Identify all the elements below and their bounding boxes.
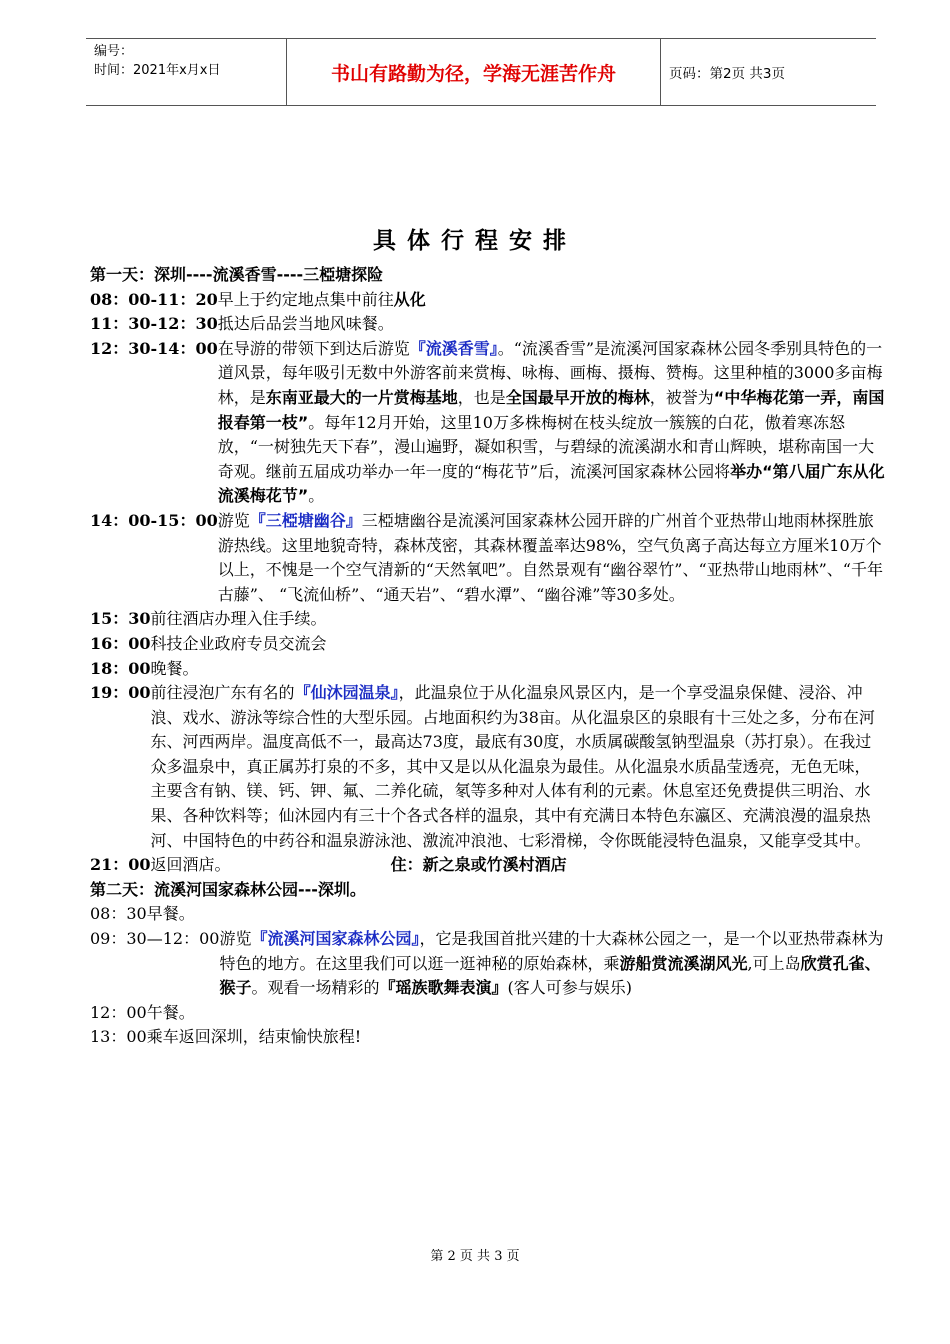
item-bold-part: 东南亚最大的一片赏梅基地 [265, 387, 458, 407]
item-time: 14：00-15：00 [90, 510, 218, 530]
item-time: 09：30—12：00 [90, 929, 220, 949]
itinerary-item [90, 632, 885, 657]
itinerary-item [90, 657, 885, 682]
item-time: 15：30 [90, 609, 151, 629]
page-footer: 第 2 页 共 3 页 [430, 1249, 520, 1264]
item-text [218, 288, 885, 313]
itinerary-item [90, 1001, 885, 1026]
header-page-number: 页码：第2页 共3页 [669, 66, 785, 82]
item-text: 科技企业政府专员交流会 [150, 633, 327, 653]
item-text-part: ，此温泉位于从化温泉风景区内，是一个享受温泉保健、浸浴、冲浪、戏水、游泳等综合性的大型乐园。占地面积约为38亩。从化温泉区的泉眼有十三处之多，分布在河东、河西两岸。温度高低不一，最高达73度，最底有30度，水质属碳酸氢钠型温泉（苏打泉）。在我过众多温泉中，真正属苏打泉的不多，其中又是以从化温泉为最佳。从化温泉水质晶莹透亮，无色无味，主要含有钠、镁、钙、钾、氟、二养化硫，氡等多种对人体有利的元素。休息室还免费提供三明治、水果、各种饮料等；仙沐园内有三十个各式各样的温泉，其中有充满日本特色东瀛区、充满浪漫的温泉热河、中国特色的中药谷和温泉游泳池、激流冲浪池、七彩滑梯，令你既能浸特色温泉，又能享受其中。 [150, 683, 875, 850]
header-meta [86, 39, 287, 105]
item-text-part: 在导游的带领下到达后游览 [217, 338, 410, 358]
item-text-part: (客人可参与娱乐) [507, 978, 632, 998]
item-text: 晚餐。 [150, 658, 199, 678]
item-text: 乘车返回深圳，结束愉快旅程! [146, 1027, 362, 1047]
itinerary-body [90, 263, 885, 1050]
itinerary-item [90, 337, 885, 509]
header-motto: 书山有路勤为径，学海无涯苦作舟 [287, 39, 661, 105]
item-time: 21：00 [90, 855, 151, 875]
item-text-part: ,可上岛 [747, 953, 801, 973]
item-bold-part: 欣赏孔雀、猴子 [219, 953, 881, 998]
item-time: 08：30 [90, 904, 147, 924]
attraction-highlight: 『仙沐园温泉』 [294, 683, 399, 703]
item-bold-part: 全国最早开放的梅林 [505, 387, 650, 407]
item-text-part: 。“流溪香雪”是流溪河国家森林公园冬季别具特色的一道风景，每年吸引无数中外游客前来赏梅、咏梅、画梅、摄梅、赞梅。这里种植的3000多亩梅林，是 [217, 338, 883, 407]
itinerary-item [90, 681, 885, 853]
itinerary-item [90, 312, 885, 337]
item-text: 抵达后品尝当地风味餐。 [217, 314, 394, 334]
itinerary-item [90, 607, 885, 632]
item-text [219, 927, 885, 1001]
item-text-part: 前往浸泡广东有名的 [150, 683, 295, 703]
attraction-highlight: 『三椏塘幽谷』 [249, 510, 362, 530]
item-text-part: ，被誉为 [649, 387, 714, 407]
item-time: 12：00 [90, 1002, 147, 1022]
item-text: 午餐。 [146, 1002, 195, 1022]
item-bold-part: 游船赏流溪湖风光 [619, 953, 748, 973]
item-text [218, 337, 885, 509]
attraction-highlight: 『流溪香雪』 [409, 338, 498, 358]
itinerary-item [90, 853, 885, 878]
item-text: 早餐。 [146, 904, 195, 924]
item-text-part: 。观看一场精彩的 [251, 978, 380, 998]
item-time: 16：00 [90, 633, 151, 653]
item-time: 12：30-14：00 [90, 338, 218, 358]
item-text [151, 853, 885, 878]
item-time: 13：00 [90, 1027, 147, 1047]
item-time: 11：30-12：30 [90, 314, 218, 334]
itinerary-item [90, 509, 885, 607]
item-text-part: 返回酒店。 [150, 855, 231, 875]
item-bold-part: 从化 [393, 289, 426, 309]
item-text-part: ，它是我国首批兴建的十大森林公园之一，是一个以亚热带森林为特色的地方。在这里我们可以逛一逛神秘的原始森林，乘 [219, 929, 884, 973]
itinerary-item [90, 927, 885, 1001]
item-text: 前往酒店办理入住手续。 [150, 609, 327, 629]
item-time: 19：00 [90, 683, 151, 703]
item-text [151, 681, 885, 853]
item-text-part: 三椏塘幽谷是流溪河国家森林公园开辟的广州首个亚热带山地雨林探胜旅游热线。这里地貌奇特，森林茂密，其森林覆盖率达98%，空气负离子高达每立方厘米10万个以上，不愧是一个空气清新的“天然氧吧”。自然景观有“幽谷翠竹”、“亚热带山地雨林”、“千年古藤”、 “飞流仙桥”、“通天岩”、“碧水潭”、“幽谷滩”等30多处。 [217, 510, 883, 604]
page-header [86, 38, 876, 106]
item-text-part: 。 [308, 486, 325, 506]
doc-time-label: 时间：2021年x月x日 [94, 63, 221, 78]
item-time: 08：00-11：20 [90, 289, 218, 309]
itinerary-item [90, 902, 885, 927]
item-bold-part: 『瑶族歌舞表演』 [379, 978, 508, 998]
day1-heading: 第一天：深圳----流溪香雪----三椏塘探险 [90, 265, 384, 284]
page-title: 具体行程安排 [373, 228, 577, 254]
item-bold-part: “中华梅花第一弄，南国报春第一枝” [217, 387, 885, 432]
itinerary-item [90, 288, 885, 313]
item-bold-part: 举办“第八届广东从化流溪梅花节” [217, 461, 885, 506]
item-text [218, 509, 885, 607]
item-text-part: 游览 [217, 510, 250, 530]
attraction-highlight: 『流溪河国家森林公园』 [251, 929, 420, 949]
item-time: 18：00 [90, 658, 151, 678]
itinerary-item [90, 1025, 885, 1050]
day2-heading: 第二天：流溪河国家森林公园---深圳。 [90, 879, 366, 899]
item-text-part: 。每年12月开始，这里10万多株梅树在枝头绽放一簇簇的白花，傲着寒冻怒放，“一树独先天下春”，漫山遍野，凝如积雪，与碧绿的流溪湖水和青山辉映，堪称南国一大奇观。继前五届成功举办一年一度的“梅花节”后，流溪河国家森林公园将 [217, 412, 875, 481]
item-text-part: ，也是 [457, 387, 506, 407]
hotel-info: 住：新之泉或竹溪村酒店 [390, 855, 567, 875]
doc-number-label: 编号： [94, 44, 134, 59]
item-text-part: 早上于约定地点集中前往 [217, 289, 394, 309]
item-text-part: 游览 [219, 929, 252, 949]
